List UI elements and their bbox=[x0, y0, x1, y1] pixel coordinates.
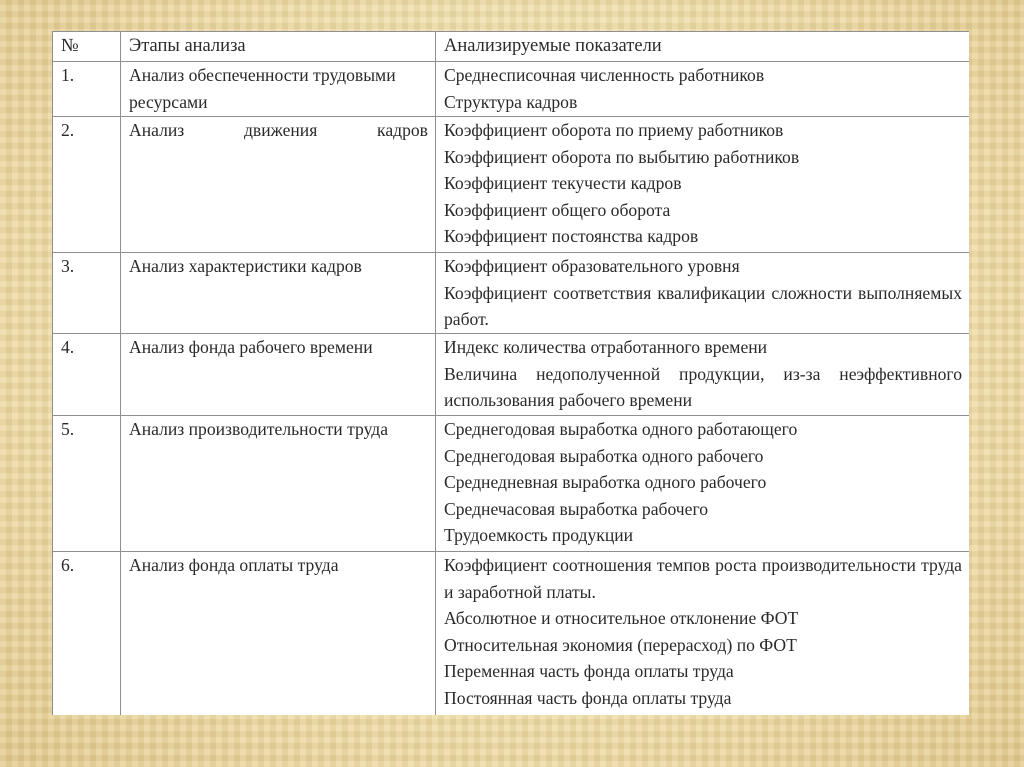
row-indicators bbox=[436, 334, 970, 416]
row-stage-text: Анализ движения кадров bbox=[129, 120, 428, 140]
table-row bbox=[53, 62, 970, 117]
indicator-item: Коэффициент общего оборота bbox=[444, 199, 671, 220]
row-indicators bbox=[436, 552, 970, 716]
indicator-item: Коэффициент соотношения темпов роста производительности труда и заработной платы. bbox=[444, 555, 962, 602]
indicator-item: Среднедневная выработка одного рабочего bbox=[444, 472, 767, 493]
row-number: 2. bbox=[53, 117, 121, 253]
indicator-item: Структура кадров bbox=[444, 91, 578, 112]
indicator-item: Среднегодовая выработка одного работающего bbox=[444, 419, 798, 439]
table-header-row bbox=[53, 32, 970, 62]
indicator-item: Коэффициент оборота по выбытию работников bbox=[444, 146, 800, 167]
row-indicators bbox=[436, 253, 970, 334]
indicator-item: Среднечасовая выработка рабочего bbox=[444, 498, 709, 519]
row-stage bbox=[121, 117, 436, 253]
row-indicators bbox=[436, 62, 970, 117]
row-stage: Анализ фонда оплаты труда bbox=[121, 552, 436, 716]
indicator-item: Относительная экономия (перерасход) по ФОТ bbox=[444, 634, 797, 655]
row-stage: Анализ обеспеченности трудовыми ресурсами bbox=[121, 62, 436, 117]
indicator-item: Переменная часть фонда оплаты труда bbox=[444, 661, 734, 682]
indicator-item: Среднегодовая выработка одного рабочего bbox=[444, 445, 764, 466]
indicator-item: Индекс количества отработанного времени bbox=[444, 337, 768, 357]
row-stage: Анализ фонда рабочего времени bbox=[121, 334, 436, 416]
indicator-item: Коэффициент текучести кадров bbox=[444, 173, 682, 194]
header-number: № bbox=[53, 32, 121, 62]
row-indicators bbox=[436, 416, 970, 552]
table-row bbox=[53, 334, 970, 416]
row-number: 5. bbox=[53, 416, 121, 552]
indicator-item: Коэффициент постоянства кадров bbox=[444, 226, 699, 247]
table-row bbox=[53, 253, 970, 334]
indicator-item: Коэффициент образовательного уровня bbox=[444, 256, 740, 276]
row-number: 1. bbox=[53, 62, 121, 117]
header-stage: Этапы анализа bbox=[121, 32, 436, 62]
row-stage: Анализ производительности труда bbox=[121, 416, 436, 552]
table-row bbox=[53, 416, 970, 552]
row-number: 3. bbox=[53, 253, 121, 334]
row-stage: Анализ характеристики кадров bbox=[121, 253, 436, 334]
row-indicators bbox=[436, 117, 970, 253]
slide bbox=[52, 31, 969, 715]
analysis-table bbox=[52, 31, 969, 715]
row-number: 4. bbox=[53, 334, 121, 416]
table-row bbox=[53, 552, 970, 716]
indicator-item: Коэффициент соответствия квалификации сложности выполняемых работ. bbox=[444, 282, 962, 330]
indicator-item: Величина недополученной продукции, из-за неэффективного использования рабочего времени bbox=[444, 363, 962, 411]
header-indicators: Анализируемые показатели bbox=[436, 32, 970, 62]
indicator-item: Трудоемкость продукции bbox=[444, 525, 634, 546]
indicator-item: Среднесписочная численность работников bbox=[444, 65, 765, 85]
row-number: 6. bbox=[53, 552, 121, 716]
table-row bbox=[53, 117, 970, 253]
indicator-item: Постоянная часть фонда оплаты труда bbox=[444, 687, 732, 708]
indicator-item: Абсолютное и относительное отклонение ФОТ bbox=[444, 608, 799, 629]
indicator-item: Коэффициент оборота по приему работников bbox=[444, 120, 784, 140]
